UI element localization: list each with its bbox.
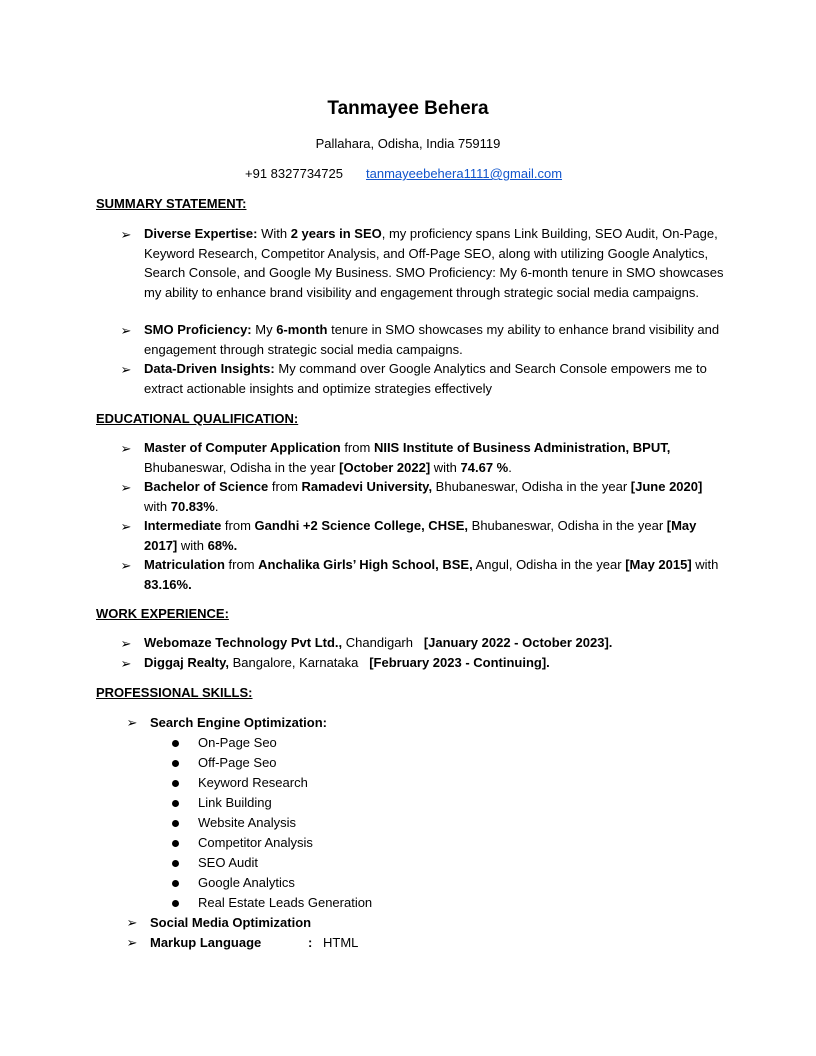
markup-label: Markup Language [150,935,262,950]
bullet-dot-icon [172,900,179,907]
summary-item-label: Data-Driven Insights: [144,361,275,376]
institute-name: Gandhi +2 Science College, CHSE, [254,518,469,533]
arrow-bullet-icon: ➢ [120,480,132,495]
bullet-dot-icon [172,760,179,767]
skill-item: On-Page Seo [198,735,277,750]
skill-item: Google Analytics [198,875,295,890]
bullet-dot-icon [172,820,179,827]
summary-item-text: With [257,226,291,241]
bullet-dot-icon [172,740,179,747]
graduation-year: [June 2020] [630,479,703,494]
email-link[interactable]: tanmayeebehera1111@gmail.com [366,166,563,181]
degree-name: Master of Computer Application [144,440,341,455]
degree-name: Intermediate [144,518,222,533]
summary-item [144,359,724,398]
skill-item: SEO Audit [198,855,258,870]
score: 68%. [207,537,238,553]
bullet-dot-icon [172,880,179,887]
arrow-bullet-icon: ➢ [120,656,132,671]
arrow-bullet-icon: ➢ [120,227,132,242]
arrow-bullet-icon: ➢ [120,519,132,534]
score: 83.16%. [144,576,192,592]
education-item [144,477,724,516]
score: 74.67 % [460,459,509,475]
bullet-dot-icon [172,780,179,787]
company-name: Diggaj Realty, [144,655,230,670]
arrow-bullet-icon: ➢ [120,323,132,338]
text: with [177,537,208,553]
arrow-bullet-icon: ➢ [120,558,132,573]
company-location: Bangalore, Karnataka [229,655,370,670]
work-heading: WORK EXPERIENCE: [96,606,229,621]
text: from [340,440,374,455]
graduation-year: [May 2017] [144,518,697,553]
institute-name: NIIS Institute of Business Administration, BPUT, [373,440,671,455]
summary-item-text: My command over Google Analytics and Search Console empowers me to extract actionable insights and optimize strategies effectively [144,361,707,396]
arrow-bullet-icon: ➢ [126,915,138,930]
arrow-bullet-icon: ➢ [120,441,132,456]
text: from [268,479,302,494]
phone-number: +91 8327734725 [245,166,343,181]
work-period: [January 2022 - October 2023]. [423,635,613,650]
work-period: [February 2023 - Continuing]. [369,655,550,670]
text: Bhubaneswar, Odisha in the year [468,518,667,533]
bullet-dot-icon [172,860,179,867]
skill-item: Keyword Research [198,775,308,790]
skill-item: Competitor Analysis [198,835,313,850]
degree-name: Matriculation [144,557,225,572]
skill-category-smo: Social Media Optimization [150,915,312,930]
text: Bhubaneswar, Odisha in the year [144,459,340,475]
education-item [144,555,724,594]
summary-item [144,224,724,302]
skill-category-seo: Search Engine Optimization: [150,715,327,730]
education-item [144,438,724,477]
text: Bhubaneswar, Odisha in the year [432,479,631,494]
company-location: Chandigarh [342,635,424,650]
skill-item: Website Analysis [198,815,297,830]
text: . [214,498,219,514]
candidate-address: Pallahara, Odisha, India 759119 [315,136,501,151]
skills-heading: PROFESSIONAL SKILLS: [96,685,253,700]
markup-value: HTML [323,935,359,950]
score: 70.83% [170,498,215,514]
text: Angul, Odisha in the year [472,557,626,572]
arrow-bullet-icon: ➢ [126,935,138,950]
summary-item-highlight: 6-month [276,322,328,337]
graduation-year: [October 2022] [339,459,431,475]
bullet-dot-icon [172,840,179,847]
text: from [221,518,255,533]
work-item [144,653,724,673]
skill-item: Off-Page Seo [198,755,277,770]
summary-item-text: My [251,322,277,337]
degree-name: Bachelor of Science [144,479,269,494]
arrow-bullet-icon: ➢ [120,636,132,651]
candidate-name: Tanmayee Behera [327,98,489,119]
summary-item [144,320,724,359]
graduation-year: [May 2015] [625,557,692,572]
text: with [430,459,461,475]
skill-item: Link Building [198,795,272,810]
bullet-dot-icon [172,800,179,807]
text: from [224,557,259,572]
summary-item-highlight: 2 years in SEO [290,226,382,241]
skill-category-markup [150,933,261,953]
summary-item-label: SMO Proficiency: [144,322,252,337]
skill-item: Real Estate Leads Generation [198,895,373,910]
summary-item-label: Diverse Expertise: [144,226,258,241]
summary-heading: SUMMARY STATEMENT: [96,196,247,211]
summary-item-text: , my proficiency spans Link Building, SEO Audit, On-Page, Keyword Research, Competitor Analysis, and Off-Page SEO, along with utilizing Google Analytics, Search Console, and Google My Business. SMO Proficiency: My 6-month tenure in SMO showcases my ability to enhance brand visibility and engagement through strategic social media campaigns. [144,226,724,300]
institute-name: Ramadevi University, [301,479,433,494]
text: with [691,557,719,572]
summary-item-text: tenure in SMO showcases my ability to enhance brand visibility and engagement through strategic social media campaigns. [144,322,720,357]
text: with [144,498,171,514]
work-item [144,633,724,653]
markup-separator: : [308,935,313,950]
institute-name: Anchalika Girls’ High School, BSE, [258,557,473,572]
text: . [508,459,512,475]
education-item [144,516,724,555]
arrow-bullet-icon: ➢ [126,715,138,730]
education-heading: EDUCATIONAL QUALIFICATION: [96,411,299,426]
arrow-bullet-icon: ➢ [120,362,132,377]
company-name: Webomaze Technology Pvt Ltd., [144,635,343,650]
